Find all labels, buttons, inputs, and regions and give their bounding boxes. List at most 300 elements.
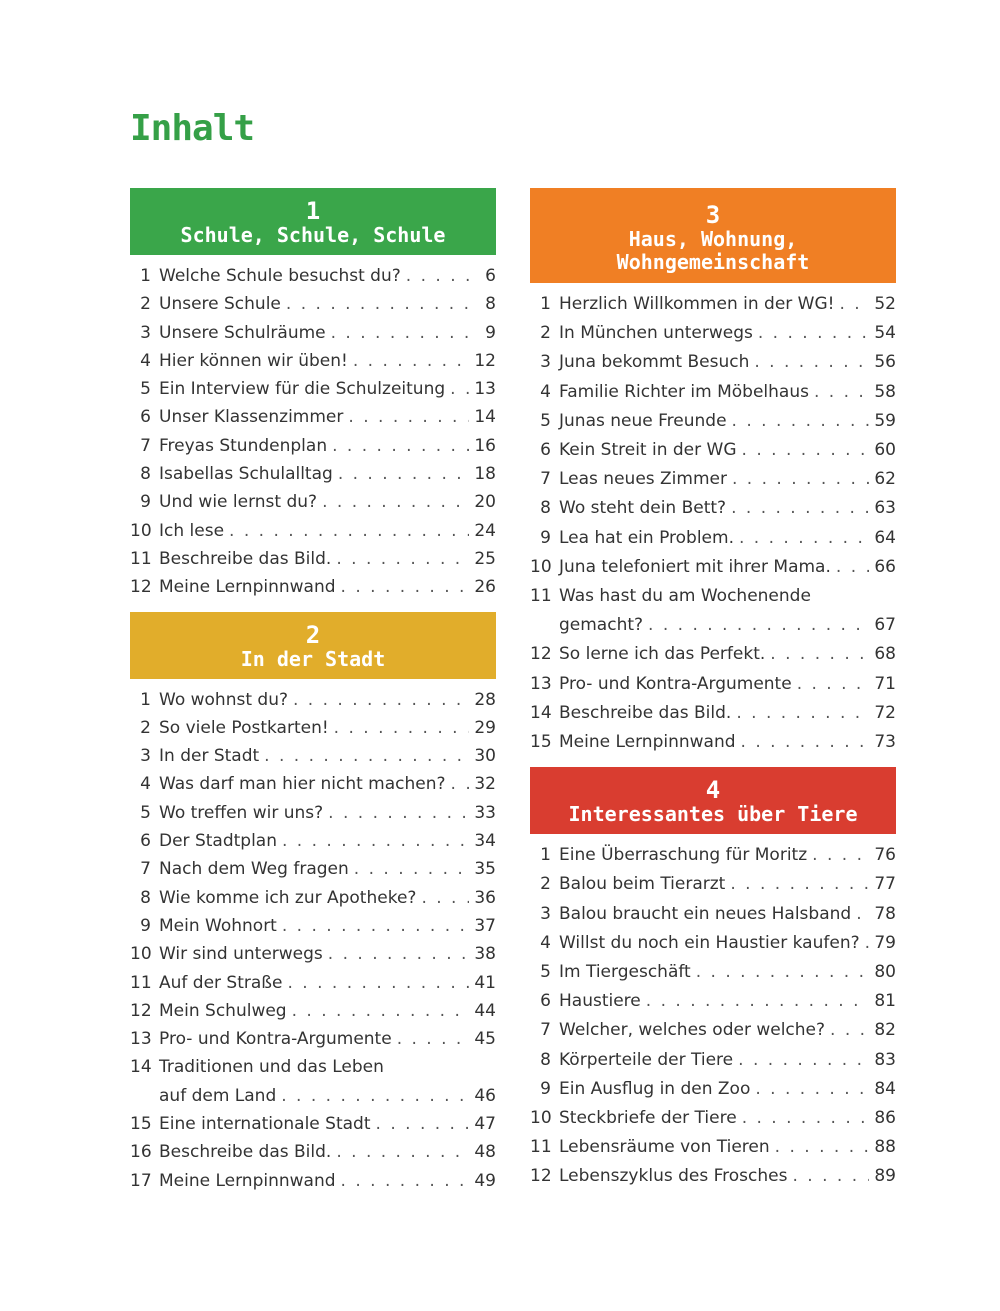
chapter-header — [530, 188, 896, 283]
entry-title: Meine Lernpinnwand — [159, 1170, 336, 1191]
toc-entry[interactable] — [130, 997, 496, 1025]
toc-entry[interactable] — [130, 1025, 496, 1053]
toc-entry[interactable] — [130, 517, 496, 545]
toc-entry[interactable] — [130, 770, 496, 798]
entry-page-number: 20 — [474, 492, 496, 513]
chapter-title: Schule, Schule, Schule — [180, 223, 446, 247]
entry-page-number: 89 — [874, 1166, 896, 1187]
toc-entry[interactable] — [530, 1104, 896, 1133]
entry-title: Mein Wohnort — [159, 915, 277, 936]
entry-number: 4 — [140, 774, 151, 795]
dot-leader — [334, 714, 470, 742]
entry-page-number: 80 — [874, 962, 896, 983]
toc-entry[interactable] — [130, 347, 496, 375]
entry-number: 7 — [540, 1020, 551, 1041]
toc-entry-continuation[interactable] — [530, 611, 896, 640]
toc-column-left — [130, 188, 496, 1205]
entry-page-number: 68 — [874, 644, 896, 665]
toc-entry[interactable] — [130, 1138, 496, 1166]
dot-leader — [282, 912, 470, 940]
chapter-header — [530, 767, 896, 834]
dot-leader — [336, 1138, 469, 1166]
entry-page-number: 49 — [474, 1170, 496, 1191]
entry-page-number: 59 — [874, 410, 896, 431]
entry-title: Nach dem Weg fragen — [159, 859, 349, 880]
entry-number: 10 — [130, 944, 152, 965]
entry-title: In München unterwegs — [559, 323, 753, 344]
entry-title: Wo steht dein Bett? — [559, 498, 727, 519]
toc-entry[interactable] — [530, 319, 896, 348]
entry-number: 3 — [540, 352, 551, 373]
toc-entry[interactable] — [130, 742, 496, 770]
toc-entry[interactable] — [130, 686, 496, 714]
entry-page-number: 88 — [874, 1137, 896, 1158]
entry-number: 8 — [540, 498, 551, 519]
entry-number: 13 — [530, 673, 552, 694]
entry-title: Herzlich Willkommen in der WG! — [559, 294, 835, 314]
entry-title: Eine internationale Stadt — [159, 1114, 371, 1135]
dot-leader — [739, 524, 869, 553]
dot-leader — [331, 319, 471, 347]
entry-title: Traditionen und das Leben — [159, 1057, 384, 1078]
entry-number: 11 — [130, 972, 152, 993]
chapter-entries — [530, 834, 896, 1191]
toc-entry[interactable] — [130, 855, 496, 883]
toc-entry[interactable] — [530, 378, 896, 407]
entry-page-number: 14 — [474, 407, 496, 428]
dot-leader — [397, 1025, 470, 1053]
entry-number: 4 — [540, 381, 551, 402]
entry-page-number: 46 — [474, 1085, 496, 1106]
toc-entry[interactable] — [530, 699, 896, 728]
entry-page-number: 29 — [474, 717, 496, 738]
toc-entry[interactable] — [130, 262, 496, 290]
toc-entry[interactable] — [130, 432, 496, 460]
toc-column-right — [530, 188, 896, 1202]
dot-leader — [839, 290, 869, 319]
dot-leader — [792, 1162, 869, 1191]
entry-page-number: 66 — [874, 556, 896, 577]
entry-number: 1 — [140, 266, 151, 286]
dot-leader — [450, 375, 469, 403]
entry-page-number: 77 — [874, 874, 896, 895]
entry-title: Pro- und Kontra-Argumente — [159, 1029, 392, 1050]
entry-title: Beschreibe das Bild. — [559, 702, 732, 723]
entry-title: Juna telefoniert mit ihrer Mama. — [559, 556, 831, 577]
entry-title: Isabellas Schulalltag — [159, 464, 333, 485]
entry-number: 9 — [540, 527, 551, 548]
entry-page-number: 84 — [874, 1078, 896, 1099]
entry-page-number: 62 — [874, 469, 896, 490]
dot-leader — [353, 347, 470, 375]
dot-leader — [328, 940, 470, 968]
entry-page-number: 81 — [874, 991, 896, 1012]
entry-title: Lebenszyklus des Frosches — [559, 1166, 788, 1187]
page-title: Inhalt — [130, 108, 255, 149]
toc-entry[interactable] — [530, 494, 896, 523]
entry-page-number: 48 — [474, 1142, 496, 1163]
dot-leader — [856, 900, 869, 929]
toc-entry[interactable] — [130, 488, 496, 516]
entry-number: 6 — [140, 407, 151, 428]
chapter-1 — [130, 188, 496, 602]
entry-page-number: 30 — [474, 746, 496, 767]
dot-leader — [742, 1104, 870, 1133]
entry-page-number: 32 — [474, 774, 496, 795]
toc-entry[interactable] — [130, 912, 496, 940]
entry-number: 12 — [130, 577, 152, 598]
entry-number: 12 — [530, 1166, 552, 1187]
entry-page-number: 13 — [474, 379, 496, 400]
toc-entry[interactable] — [530, 640, 896, 669]
dot-leader — [354, 855, 470, 883]
chapter-title: Interessantes über Tiere — [568, 802, 858, 827]
entry-title: Ein Ausflug in den Zoo — [559, 1078, 751, 1099]
entry-number: 7 — [140, 435, 151, 456]
entry-title: Körperteile der Tiere — [559, 1049, 734, 1070]
entry-number: 9 — [140, 492, 151, 513]
dot-leader — [754, 348, 869, 377]
toc-entry[interactable] — [130, 1110, 496, 1138]
toc-entry[interactable] — [530, 553, 896, 582]
entry-page-number: 54 — [874, 323, 896, 344]
entry-title: Und wie lernst du? — [159, 492, 318, 513]
dot-leader — [732, 407, 870, 436]
dot-leader — [406, 262, 471, 290]
entry-number: 5 — [140, 379, 151, 400]
toc-entry[interactable] — [530, 1133, 896, 1162]
entry-title: Welche Schule besuchst du? — [159, 266, 401, 286]
dot-leader — [286, 290, 471, 318]
entry-number: 2 — [540, 323, 551, 344]
entry-page-number: 36 — [474, 887, 496, 908]
entry-title: Eine Überraschung für Moritz — [559, 845, 808, 866]
entry-title: Lea hat ein Problem. — [559, 527, 734, 548]
entry-number: 4 — [540, 932, 551, 953]
toc-entry[interactable] — [530, 1046, 896, 1075]
dot-leader — [738, 1046, 869, 1075]
entry-number: 11 — [530, 586, 552, 607]
entry-page-number: 67 — [874, 615, 896, 636]
entry-number: 5 — [140, 802, 151, 823]
entry-title: Balou braucht ein neues Halsband — [559, 903, 852, 924]
entry-number: 14 — [130, 1057, 152, 1078]
entry-number: 1 — [540, 845, 551, 866]
chapter-4 — [530, 767, 896, 1191]
entry-title: Wo wohnst du? — [159, 689, 288, 710]
entry-page-number: 79 — [874, 932, 896, 953]
entry-title: Pro- und Kontra-Argumente — [559, 673, 792, 694]
toc-entry[interactable] — [130, 1167, 496, 1195]
toc-entry-continuation[interactable] — [130, 1082, 496, 1110]
chapter-entries — [130, 679, 496, 1195]
entry-number: 11 — [130, 548, 152, 569]
chapter-number: 3 — [705, 200, 721, 229]
entry-page-number: 86 — [874, 1108, 896, 1129]
chapter-number: 2 — [305, 620, 321, 649]
entry-page-number: 64 — [874, 527, 896, 548]
dot-leader — [348, 403, 469, 431]
chapter-title: In der Stadt — [240, 646, 386, 671]
dot-leader — [648, 611, 869, 640]
dot-leader — [336, 545, 469, 573]
toc-entry[interactable] — [130, 969, 496, 997]
dot-leader — [696, 958, 870, 987]
entry-number: 16 — [130, 1142, 152, 1163]
entry-page-number: 47 — [474, 1114, 496, 1135]
entry-number: 2 — [140, 717, 151, 738]
entry-number: 15 — [130, 1114, 152, 1135]
toc-entry[interactable] — [130, 375, 496, 403]
chapter-header — [130, 188, 496, 255]
dot-leader — [264, 742, 469, 770]
toc-entry[interactable] — [130, 403, 496, 431]
dot-leader — [451, 770, 470, 798]
entry-title: Wie komme ich zur Apotheke? — [159, 887, 417, 908]
entry-title: Haustiere — [559, 991, 641, 1012]
entry-number: 6 — [140, 831, 151, 852]
dot-leader — [812, 841, 869, 870]
entry-number: 5 — [540, 410, 551, 431]
entry-title: So viele Postkarten! — [159, 717, 329, 738]
toc-entry[interactable] — [530, 407, 896, 436]
entry-number: 15 — [530, 732, 552, 753]
toc-entry[interactable] — [130, 290, 496, 318]
entry-page-number: 37 — [474, 915, 496, 936]
entry-number: 11 — [530, 1137, 552, 1158]
chapter-number: 1 — [305, 197, 321, 225]
toc-entry[interactable] — [130, 545, 496, 573]
dot-leader — [293, 686, 469, 714]
toc-entry[interactable] — [130, 1053, 496, 1081]
dot-leader — [742, 436, 870, 465]
entry-title: Ich lese — [159, 520, 225, 541]
entry-number: 2 — [540, 874, 551, 895]
chapter-entries — [130, 255, 496, 602]
entry-page-number: 45 — [474, 1029, 496, 1050]
entry-page-number: 9 — [485, 322, 496, 343]
entry-number: 10 — [530, 556, 552, 577]
entry-page-number: 73 — [874, 732, 896, 753]
entry-number: 8 — [140, 464, 151, 485]
entry-number: 3 — [140, 746, 151, 767]
dot-leader — [328, 799, 469, 827]
entry-title: Auf der Straße — [159, 972, 283, 993]
entry-title: Junas neue Freunde — [559, 410, 727, 431]
toc-entry[interactable] — [130, 573, 496, 601]
entry-number: 13 — [130, 1029, 152, 1050]
entry-title: Mein Schulweg — [159, 1000, 287, 1021]
chapter-header — [130, 612, 496, 679]
dot-leader — [730, 870, 869, 899]
entry-title: Beschreibe das Bild. — [159, 1142, 332, 1163]
dot-leader — [741, 728, 870, 757]
entry-number: 12 — [130, 1000, 152, 1021]
entry-page-number: 16 — [474, 435, 496, 456]
toc-entry[interactable] — [530, 870, 896, 899]
dot-leader — [341, 573, 470, 601]
toc-entry[interactable] — [530, 1075, 896, 1104]
entry-title: Im Tiergeschäft — [559, 962, 691, 983]
entry-page-number: 24 — [474, 520, 496, 541]
toc-entry[interactable] — [530, 582, 896, 611]
entry-title: Leas neues Zimmer — [559, 469, 727, 490]
entry-number: 8 — [140, 887, 151, 908]
entry-page-number: 38 — [474, 944, 496, 965]
entry-number: 8 — [540, 1049, 551, 1070]
entry-number: 1 — [540, 294, 551, 314]
dot-leader — [758, 319, 870, 348]
dot-leader — [341, 1167, 470, 1195]
entry-page-number: 28 — [474, 689, 496, 710]
entry-title: Was darf man hier nicht machen? — [159, 774, 446, 795]
entry-title: Kein Streit in der WG — [559, 440, 737, 461]
toc-entry[interactable] — [530, 290, 896, 319]
toc-entry[interactable] — [130, 714, 496, 742]
dot-leader — [814, 378, 869, 407]
entry-number: 7 — [540, 469, 551, 490]
dot-leader — [865, 929, 870, 958]
chapter-2 — [130, 612, 496, 1195]
entry-title: Ein Interview für die Schulzeitung — [159, 379, 446, 400]
dot-leader — [332, 432, 469, 460]
entry-number: 6 — [540, 440, 551, 461]
entry-number: 17 — [130, 1170, 152, 1191]
entry-title: Unsere Schule — [159, 294, 281, 315]
dot-leader — [376, 1110, 470, 1138]
entry-page-number: 6 — [485, 266, 496, 286]
toc-entry[interactable] — [530, 1016, 896, 1045]
entry-title: Familie Richter im Möbelhaus — [559, 381, 809, 402]
dot-leader — [282, 827, 469, 855]
toc-entry[interactable] — [530, 841, 896, 870]
entry-title-continued: auf dem Land — [159, 1085, 277, 1106]
toc-entry[interactable] — [130, 940, 496, 968]
entry-number: 7 — [140, 859, 151, 880]
entry-page-number: 63 — [874, 498, 896, 519]
entry-title: Wo treffen wir uns? — [159, 802, 324, 823]
entry-number: 1 — [140, 689, 151, 710]
entry-page-number: 78 — [874, 903, 896, 924]
entry-page-number: 12 — [474, 350, 496, 371]
entry-number: 6 — [540, 991, 551, 1012]
toc-entry[interactable] — [530, 348, 896, 377]
entry-title: So lerne ich das Perfekt. — [559, 644, 766, 665]
entry-title: Wir sind unterwegs — [159, 944, 323, 965]
toc-entry[interactable] — [130, 884, 496, 912]
entry-title: Was hast du am Wochenende — [559, 586, 811, 607]
dot-leader — [836, 553, 869, 582]
toc-entry[interactable] — [530, 524, 896, 553]
dot-leader — [229, 517, 469, 545]
dot-leader — [292, 997, 470, 1025]
toc-entry[interactable] — [130, 827, 496, 855]
entry-title: Unsere Schulräume — [159, 322, 326, 343]
entry-title: Willst du noch ein Haustier kaufen? — [559, 932, 860, 953]
entry-page-number: 41 — [474, 972, 496, 993]
entry-page-number: 52 — [874, 294, 896, 314]
entry-number: 9 — [140, 915, 151, 936]
entry-page-number: 44 — [474, 1000, 496, 1021]
dot-leader — [755, 1075, 869, 1104]
entry-page-number: 58 — [874, 381, 896, 402]
entry-page-number: 60 — [874, 440, 896, 461]
entry-number: 3 — [140, 322, 151, 343]
dot-leader — [830, 1016, 869, 1045]
toc-entry[interactable] — [530, 728, 896, 757]
entry-page-number: 18 — [474, 464, 496, 485]
entry-number: 9 — [540, 1078, 551, 1099]
dot-leader — [281, 1082, 469, 1110]
entry-page-number: 71 — [874, 673, 896, 694]
toc-entry[interactable] — [530, 465, 896, 494]
dot-leader — [770, 640, 869, 669]
entry-page-number: 56 — [874, 352, 896, 373]
dot-leader — [421, 884, 469, 912]
entry-title-continued: gemacht? — [559, 615, 644, 636]
entry-title: Freyas Stundenplan — [159, 435, 328, 456]
chapter-3 — [530, 188, 896, 757]
entry-number: 4 — [140, 350, 151, 371]
entry-number: 10 — [530, 1108, 552, 1129]
toc-entry[interactable] — [530, 436, 896, 465]
entry-title: Beschreibe das Bild. — [159, 548, 332, 569]
entry-title: Lebensräume von Tieren — [559, 1137, 770, 1158]
entry-title: Unser Klassenzimmer — [159, 407, 344, 428]
entry-number: 3 — [540, 903, 551, 924]
dot-leader — [732, 465, 869, 494]
chapter-title: Haus, Wohnung, Wohngemeinschaft — [616, 226, 810, 274]
entry-page-number: 25 — [474, 548, 496, 569]
toc-entry[interactable] — [530, 670, 896, 699]
entry-title: Meine Lernpinnwand — [159, 577, 336, 598]
entry-number: 14 — [530, 702, 552, 723]
dot-leader — [736, 699, 869, 728]
chapter-entries — [530, 283, 896, 757]
entry-title: Welcher, welches oder welche? — [559, 1020, 826, 1041]
toc-entry[interactable] — [530, 1162, 896, 1191]
toc-entry[interactable] — [130, 799, 496, 827]
toc-entry[interactable] — [530, 929, 896, 958]
dot-leader — [287, 969, 469, 997]
toc-entry[interactable] — [530, 958, 896, 987]
entry-number: 2 — [140, 294, 151, 315]
dot-leader — [797, 670, 870, 699]
dot-leader — [646, 987, 870, 1016]
toc-entry[interactable] — [530, 987, 896, 1016]
entry-title: Steckbriefe der Tiere — [559, 1108, 737, 1129]
toc-entry[interactable] — [130, 319, 496, 347]
entry-page-number: 8 — [485, 294, 496, 315]
chapter-number: 4 — [705, 776, 721, 805]
dot-leader — [731, 494, 869, 523]
dot-leader — [338, 460, 470, 488]
entry-title: Der Stadtplan — [159, 831, 277, 852]
entry-page-number: 72 — [874, 702, 896, 723]
toc-entry[interactable] — [130, 460, 496, 488]
dot-leader — [322, 488, 469, 516]
toc-entry[interactable] — [530, 900, 896, 929]
entry-page-number: 76 — [874, 845, 896, 866]
entry-title: Juna bekommt Besuch — [559, 352, 750, 373]
entry-page-number: 26 — [474, 577, 496, 598]
entry-page-number: 33 — [474, 802, 496, 823]
entry-title: Balou beim Tierarzt — [559, 874, 726, 895]
entry-page-number: 34 — [474, 831, 496, 852]
entry-title: In der Stadt — [159, 746, 260, 767]
entry-title: Hier können wir üben! — [159, 350, 348, 371]
entry-title: Meine Lernpinnwand — [559, 732, 736, 753]
